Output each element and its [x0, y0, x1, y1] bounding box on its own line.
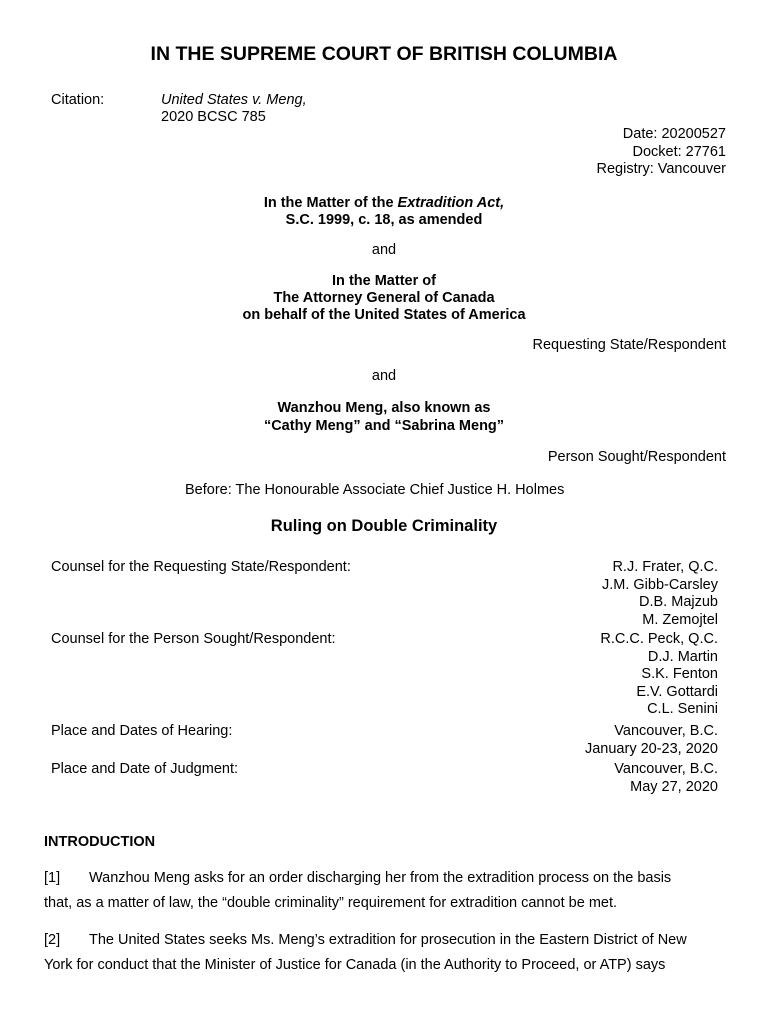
paragraph-text: York for conduct that the Minister of Justice for Canada (in the Authority to Proceed, or ATP) says [44, 957, 666, 973]
paragraph-number: [1] [44, 870, 61, 886]
counsel-name: S.K. Fenton [641, 666, 718, 682]
judgment-date: May 27, 2020 [630, 778, 718, 795]
paragraph-text: The United States seeks Ms. Meng’s extradition for prosecution in the Eastern District of New [89, 932, 687, 948]
matter-of: In the Matter of [332, 273, 436, 289]
requesting-counsel-label: Counsel for the Requesting State/Respondent: [51, 559, 351, 575]
act-citation: S.C. 1999, c. 18, as amended [285, 212, 483, 228]
counsel-name: R.J. Frater, Q.C. [612, 559, 718, 575]
hearing-place: Vancouver, B.C. [614, 723, 718, 739]
citation-label: Citation: [51, 92, 105, 108]
judgment-label: Place and Date of Judgment: [51, 761, 239, 777]
person-sought-name: Wanzhou Meng, also known as [277, 400, 491, 416]
hearing-values [585, 723, 718, 758]
matter-of-act [0, 195, 768, 213]
judgment-place: Vancouver, B.C. [614, 761, 718, 777]
person-counsel-label: Counsel for the Person Sought/Respondent: [51, 631, 336, 647]
counsel-name: D.B. Majzub [639, 594, 718, 610]
requesting-counsel-names [602, 559, 718, 629]
person-counsel-names [600, 631, 718, 719]
paragraph-text: Wanzhou Meng asks for an order discharging her from the extradition process on the basis [89, 870, 672, 886]
registry-line: Registry: Vancouver [596, 161, 726, 177]
paragraph-text: that, as a matter of law, the “double criminality” requirement for extradition cannot be met. [44, 895, 618, 911]
and-connector: and [371, 242, 397, 258]
before-judge: Before: The Honourable Associate Chief Justice H. Holmes [185, 482, 565, 498]
counsel-name: R.C.C. Peck, Q.C. [600, 631, 718, 647]
counsel-name: M. Zemojtel [642, 611, 718, 628]
paragraph-2 [44, 928, 734, 978]
party-role-person: Person Sought/Respondent [547, 449, 726, 465]
person-sought-aliases: “Cathy Meng” and “Sabrina Meng” [263, 418, 505, 434]
paragraph-number: [2] [44, 932, 61, 948]
date-line: Date: 20200527 [622, 126, 726, 142]
introduction-heading: INTRODUCTION [44, 834, 156, 850]
party-role-requesting: Requesting State/Respondent [532, 337, 726, 353]
attorney-general: The Attorney General of Canada [273, 290, 495, 306]
paragraph-1 [44, 866, 734, 916]
counsel-name: J.M. Gibb-Carsley [601, 576, 718, 593]
counsel-name: C.L. Senini [647, 701, 718, 717]
on-behalf-of: on behalf of the United States of America [242, 307, 526, 323]
citation-case-name: United States v. Meng, [161, 92, 307, 108]
docket-line: Docket: 27761 [632, 144, 726, 160]
act-name: Extradition Act, [397, 195, 505, 211]
matter-prefix: In the Matter of the [263, 195, 398, 211]
ruling-title: Ruling on Double Criminality [270, 517, 498, 535]
counsel-name: D.J. Martin [647, 648, 718, 665]
hearing-label: Place and Dates of Hearing: [51, 723, 233, 739]
counsel-name: E.V. Gottardi [636, 683, 718, 700]
court-title: IN THE SUPREME COURT OF BRITISH COLUMBIA [150, 43, 618, 65]
hearing-dates: January 20-23, 2020 [584, 740, 718, 757]
judgment-values [614, 761, 718, 796]
and-connector: and [371, 368, 397, 384]
citation-neutral: 2020 BCSC 785 [161, 109, 266, 125]
